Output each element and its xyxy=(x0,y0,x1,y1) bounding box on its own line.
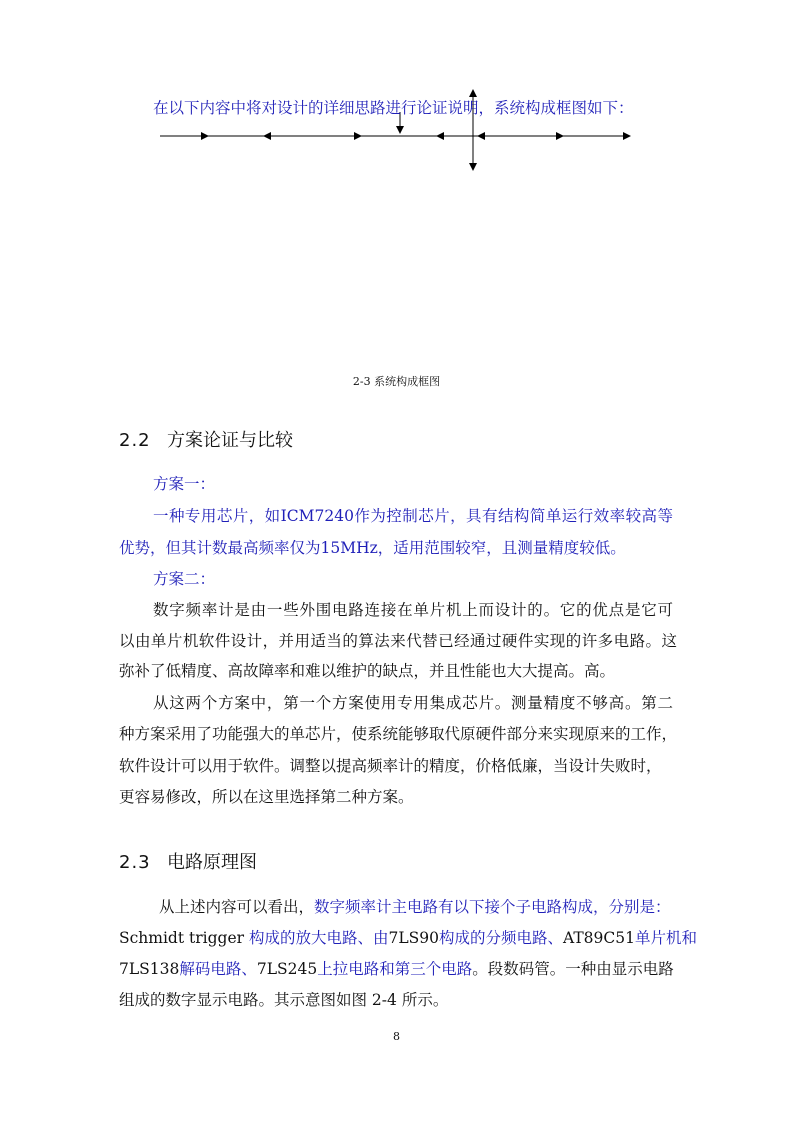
intro-text: 在以下内容中将对设计的详细思路进行论证说明，系统构成框图如下： xyxy=(153,99,634,117)
circuit-text-highlight: 构成的分频电路、 xyxy=(438,929,563,947)
circuit-text-highlight: 构成的放大电路、由 xyxy=(248,929,389,947)
plan1-line-1: 一种专用芯片，如ICM7240作为控制芯片，具有结构简单运行效率较高等 xyxy=(153,507,673,525)
comparison-line-2: 种方案采用了功能强大的单芯片，使系统能够取代原硬件部分来实现原来的工作， xyxy=(119,725,678,743)
circuit-text-highlight: 上拉电路和第三个电路 xyxy=(317,960,473,978)
circuit-text: 从上述内容可以看出， xyxy=(159,898,315,916)
plan2-line-1: 数字频率计是由一些外围电路连接在单片机上而设计的。它的优点是它可 xyxy=(153,601,673,619)
circuit-line-3 xyxy=(119,957,679,979)
plan2-line-2: 以由单片机软件设计，并用适当的算法来代替已经通过硬件实现的许多电路。这 xyxy=(119,632,677,650)
comparison-line-1: 从这两个方案中，第一个方案使用专用集成芯片。测量精度不够高。第二 xyxy=(153,694,673,712)
section-title: 电路原理图 xyxy=(167,852,257,873)
section-number: 2.3 xyxy=(119,852,151,873)
circuit-line-4: 组成的数字显示电路。其示意图如图 2-4 所示。 xyxy=(119,991,449,1009)
section-number: 2.2 xyxy=(119,430,151,451)
comparison-line-4: 更容易修改，所以在这里选择第二种方案。 xyxy=(119,788,414,806)
circuit-text-highlight: 单片机和 xyxy=(635,929,698,947)
comparison-line-3: 软件设计可以用于软件。调整以提高频率计的精度，价格低廉，当设计失败时， xyxy=(119,757,662,775)
circuit-text: 7LS138 xyxy=(119,960,180,978)
circuit-text: 7LS90 xyxy=(388,929,439,947)
circuit-line-2 xyxy=(119,926,698,948)
page-number: 8 xyxy=(393,1030,400,1043)
section-heading-2-2 xyxy=(119,426,293,452)
section-title: 方案论证与比较 xyxy=(167,430,293,451)
circuit-text-highlight: 数字频率计主电路有以下接个子电路构成，分别是： xyxy=(314,898,671,916)
section-heading-2-3 xyxy=(119,848,257,874)
circuit-text: Schmidt trigger xyxy=(119,929,249,947)
circuit-text: AT89C51 xyxy=(563,929,635,947)
plan2-label: 方案二： xyxy=(153,570,216,588)
figure-caption: 2-3 系统构成框图 xyxy=(352,375,441,388)
circuit-text: 7LS245 xyxy=(256,960,318,978)
circuit-text-highlight: 解码电路、 xyxy=(179,960,257,978)
plan1-label: 方案一： xyxy=(153,475,216,493)
circuit-text: 。段数码管。一种由显示电路 xyxy=(472,960,674,978)
circuit-line-1 xyxy=(159,895,719,917)
plan2-line-3: 弥补了低精度、高故障率和难以维护的缺点，并且性能也大大提高。高。 xyxy=(119,662,616,680)
plan1-line-2: 优势，但其计数最高频率仅为15MHz，适用范围较窄，且测量精度较低。 xyxy=(119,539,626,557)
